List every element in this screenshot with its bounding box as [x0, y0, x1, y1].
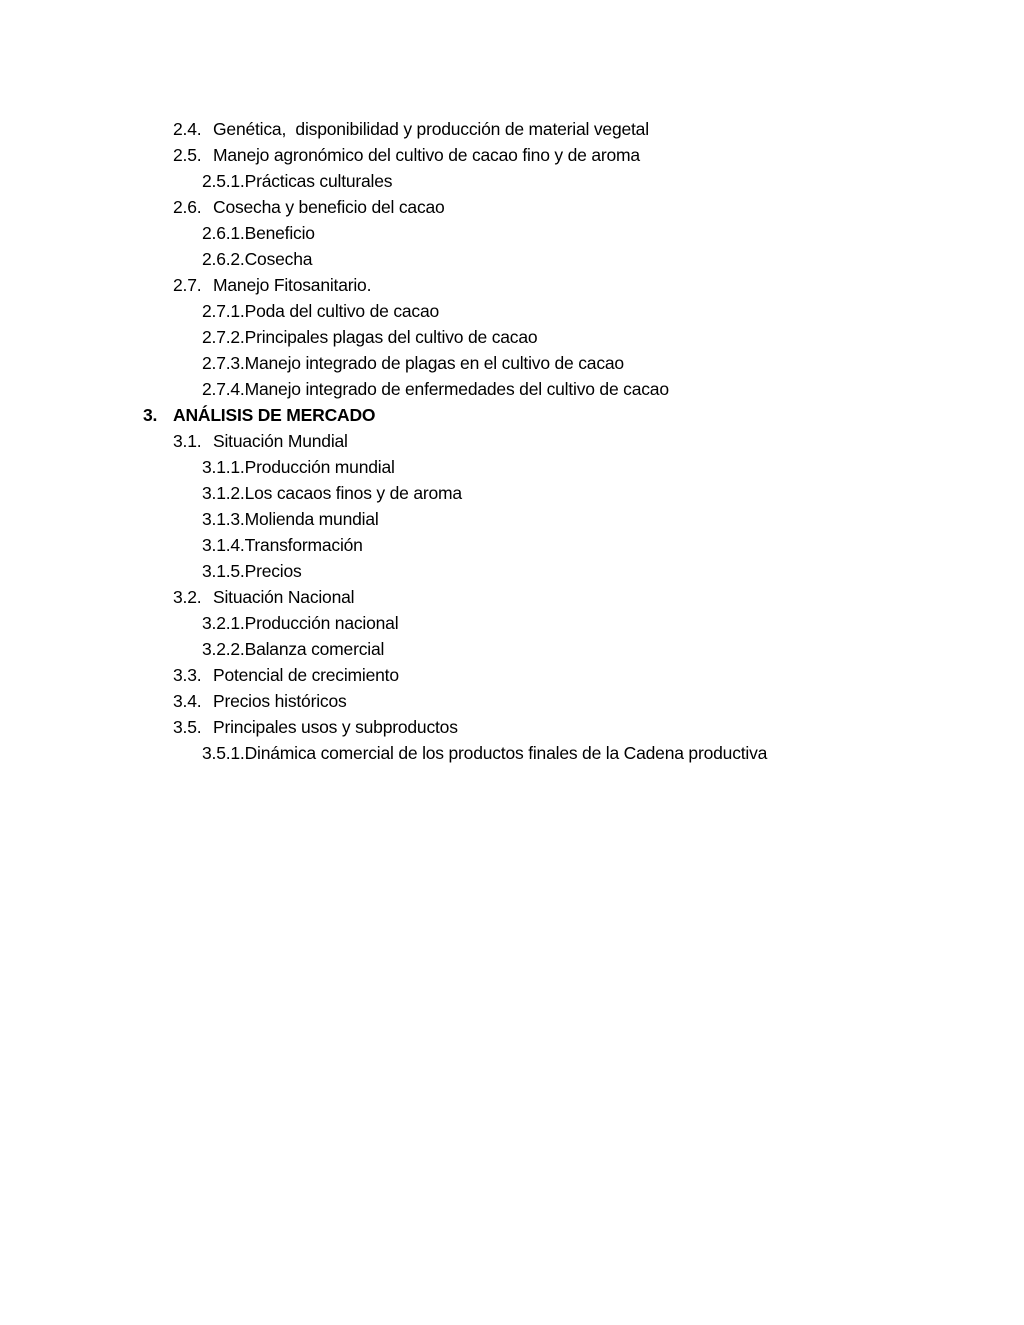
toc-item-number: 3.1.3.: [202, 509, 245, 529]
toc-item-text: ANÁLISIS DE MERCADO: [173, 405, 376, 425]
toc-item-text: Manejo agronómico del cultivo de cacao fino y de aroma: [213, 145, 640, 165]
toc-item-text: Producción nacional: [244, 613, 399, 633]
toc-item-text: Dinámica comercial de los productos finales de la Cadena productiva: [244, 743, 768, 763]
toc-item-number: 2.7.1.: [202, 301, 245, 321]
toc-item: [0, 220, 1024, 246]
toc-item-text: Poda del cultivo de cacao: [244, 301, 440, 321]
toc-item-number: 2.7.3.: [202, 353, 245, 373]
toc-item-number: 2.6.1.: [202, 223, 245, 243]
toc-item-text: Producción mundial: [244, 457, 395, 477]
toc-item-number: 3.5.: [173, 717, 202, 737]
toc-item: [0, 454, 1024, 480]
toc-item: [0, 168, 1024, 194]
toc-item-number: 2.4.: [173, 119, 202, 139]
toc-item-text: Cosecha y beneficio del cacao: [213, 197, 445, 217]
toc-item: [0, 610, 1024, 636]
toc-item-text: Situación Nacional: [213, 587, 355, 607]
toc-item-number: 2.5.1.: [202, 171, 245, 191]
toc-item: [0, 272, 1024, 298]
toc-item-number: 3.2.2.: [202, 639, 245, 659]
toc-item-text: Genética, disponibilidad y producción de material vegetal: [213, 119, 649, 139]
toc-item-text: Beneficio: [244, 223, 315, 243]
table-of-contents: [0, 116, 1024, 766]
toc-item-number: 2.6.: [173, 197, 202, 217]
toc-item-number: 3.: [143, 405, 158, 425]
toc-item: [0, 584, 1024, 610]
toc-item-text: Prácticas culturales: [244, 171, 393, 191]
toc-item-text: Manejo integrado de plagas en el cultivo de cacao: [244, 353, 624, 373]
toc-item: [0, 402, 1024, 428]
toc-item: [0, 116, 1024, 142]
toc-item: [0, 506, 1024, 532]
toc-item-number: 3.2.: [173, 587, 202, 607]
toc-item-text: Principales usos y subproductos: [213, 717, 458, 737]
toc-item: [0, 142, 1024, 168]
toc-item-text: Balanza comercial: [244, 639, 385, 659]
toc-item-number: 3.3.: [173, 665, 202, 685]
toc-item: [0, 194, 1024, 220]
toc-item: [0, 558, 1024, 584]
toc-item-text: Manejo integrado de enfermedades del cultivo de cacao: [244, 379, 669, 399]
toc-item: [0, 662, 1024, 688]
toc-item-text: Los cacaos finos y de aroma: [244, 483, 462, 503]
toc-item-text: Principales plagas del cultivo de cacao: [244, 327, 538, 347]
toc-item: [0, 740, 1024, 766]
toc-item: [0, 532, 1024, 558]
toc-item-text: Situación Mundial: [213, 431, 348, 451]
toc-item-number: 2.6.2.: [202, 249, 245, 269]
toc-item-number: 2.7.4.: [202, 379, 245, 399]
toc-item-number: 3.1.5.: [202, 561, 245, 581]
toc-item-text: Precios históricos: [213, 691, 347, 711]
toc-item-text: Potencial de crecimiento: [213, 665, 399, 685]
toc-item: [0, 636, 1024, 662]
toc-item: [0, 480, 1024, 506]
toc-item: [0, 324, 1024, 350]
toc-item-number: 3.1.: [173, 431, 202, 451]
toc-item-text: Cosecha: [244, 249, 313, 269]
toc-item-number: 2.7.: [173, 275, 202, 295]
toc-item-number: 2.5.: [173, 145, 202, 165]
toc-item: [0, 350, 1024, 376]
toc-item-number: 3.1.2.: [202, 483, 245, 503]
toc-item: [0, 376, 1024, 402]
toc-item: [0, 246, 1024, 272]
toc-item-text: Transformación: [244, 535, 363, 555]
toc-item-number: 3.1.4.: [202, 535, 245, 555]
toc-item: [0, 298, 1024, 324]
toc-item-number: 3.1.1.: [202, 457, 245, 477]
toc-item-text: Manejo Fitosanitario.: [213, 275, 372, 295]
toc-item-number: 2.7.2.: [202, 327, 245, 347]
toc-item-text: Precios: [244, 561, 302, 581]
toc-item: [0, 714, 1024, 740]
toc-item-number: 3.5.1.: [202, 743, 245, 763]
toc-item-text: Molienda mundial: [244, 509, 379, 529]
toc-item-number: 3.4.: [173, 691, 202, 711]
toc-item: [0, 428, 1024, 454]
toc-item: [0, 688, 1024, 714]
toc-item-number: 3.2.1.: [202, 613, 245, 633]
